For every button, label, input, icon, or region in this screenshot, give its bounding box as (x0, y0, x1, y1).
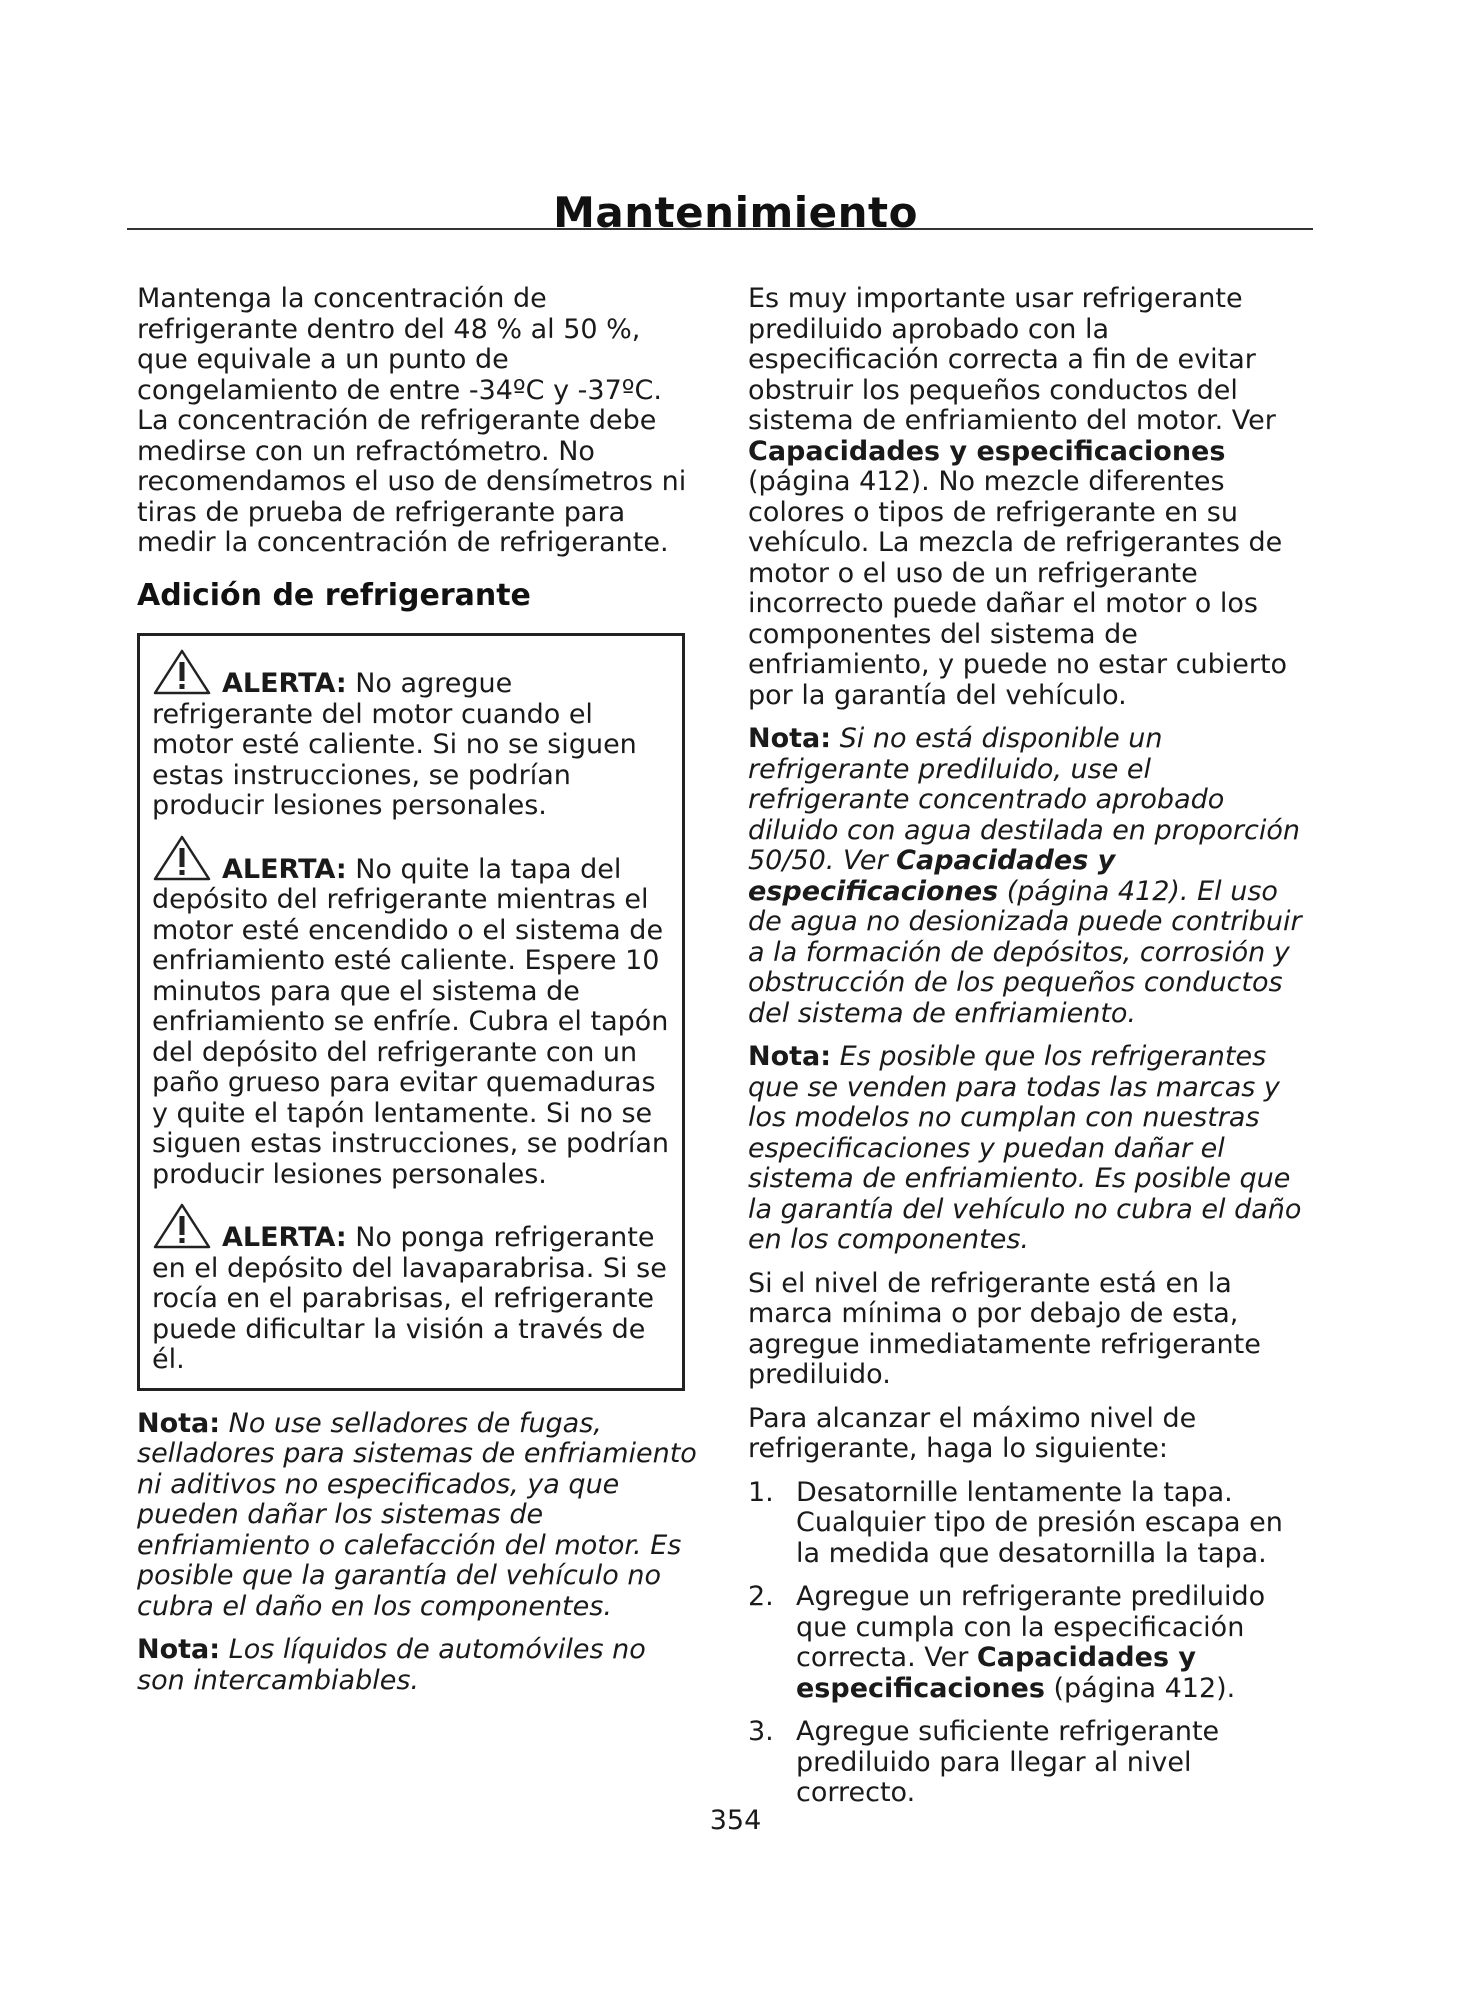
note-label: Nota: (748, 723, 832, 754)
alert-text: No agregue refrigerante del motor cuando el motor esté caliente. Si no se siguen estas instrucciones, se podrían producir lesiones personales. (152, 668, 637, 821)
note-label: Nota: (748, 1041, 832, 1072)
level-paragraph: Si el nivel de refrigerante está en la marca mínima o por debajo de esta, agregue inmediatamente refrigerante prediluido. (748, 1267, 1261, 1390)
warning-triangle-icon (152, 648, 212, 696)
alert-label: ALERTA: (222, 668, 347, 699)
left-column (137, 284, 697, 1709)
cross-reference-link[interactable]: Capacidades y especificaciones (796, 1642, 1197, 1704)
alert-text: No ponga refrigerante en el depósito del lavaparabrisa. Si se rocía en el parabrisas, el refrigerante puede dificultar la visión a través de él. (152, 1222, 667, 1375)
page-number: 354 (709, 1805, 762, 1836)
note-text: Si no está disponible un refrigerante prediluido, use el refrigerante concentrado aprobado diluido con agua destilada en proporción 50/50. Ver (748, 723, 1300, 876)
cross-reference-link[interactable]: Capacidades y especificaciones (748, 845, 1116, 907)
warning-triangle-icon (152, 834, 212, 882)
alert-item (152, 1202, 670, 1376)
right-column (748, 284, 1308, 1822)
step-text: Agregue suficiente refrigerante prediluido para llegar al nivel correcto. (796, 1716, 1220, 1808)
paragraph-text: Es muy importante usar refrigerante prediluido aprobado con la especificación correcta a fin de evitar obstruir los pequeños conductos del sistema de enfriamiento del motor. Ver (748, 283, 1276, 436)
title-divider (127, 228, 1313, 230)
list-item (748, 1582, 1308, 1704)
alert-text: No quite la tapa del depósito del refrigerante mientras el motor esté encendido o el sistema de enfriamiento esté caliente. Espere 10 minutos para que el sistema de enfriamiento se enfríe. Cubra el tapón del depósito del refrigerante con un paño grueso para evitar quemaduras y quite el tapón lentamente. Si no se siguen estas instrucciones, se podrían producir lesiones personales. (152, 853, 670, 1190)
step-number: 2. (748, 1581, 774, 1612)
intro-paragraph: Mantenga la concentración de refrigerante dentro del 48 % al 50 %, que equivale a un punto de congelamiento de entre -34ºC y -37ºC. La concentración de refrigerante debe medirse con un refractómetro. No recomendamos el uso de densímetros ni tiras de prueba de refrigerante para medir la concentración de refrigerante. (137, 283, 687, 558)
page-title: Mantenimiento (553, 188, 918, 238)
cross-reference-link[interactable]: Capacidades y especificaciones (748, 435, 1226, 467)
alert-box (137, 633, 685, 1391)
section-heading: Adición de refrigerante (137, 577, 531, 613)
note-paragraph (137, 1409, 697, 1623)
note-label: Nota: (137, 1407, 221, 1439)
step-text: Agregue un refrigerante prediluido que cumpla con la especificación correcta. Ver (796, 1581, 1266, 1673)
note-text: Los líquidos de automóviles no son intercambiables. (137, 1634, 646, 1696)
list-item (748, 1717, 1308, 1809)
alert-item (152, 648, 670, 822)
note-text: No use selladores de fugas, selladores para sistemas de enfriamiento ni aditivos no especificados, ya que pueden dañar los sistemas de enfriamiento o calefacción del motor. Es posible que la garantía del vehículo no cubra el daño en los componentes. (137, 1407, 697, 1622)
coolant-paragraph (748, 284, 1308, 711)
alert-item (152, 834, 670, 1191)
note-paragraph (748, 1042, 1308, 1256)
note-text: Es posible que los refrigerantes que se venden para todas las marcas y los modelos no cumplan con nuestras especificaciones y puedan dañar el sistema de enfriamiento. Es posible que la garantía del vehículo no cubra el daño en los componentes. (748, 1041, 1302, 1255)
alert-label: ALERTA: (222, 853, 347, 885)
list-item (748, 1478, 1308, 1570)
note-paragraph (137, 1635, 697, 1696)
step-text: (página 412). (1044, 1672, 1236, 1704)
paragraph-text: (página 412). No mezcle diferentes colores o tipos de refrigerante en su vehículo. La mezcla de refrigerantes de motor o el uso de un refrigerante incorrecto puede dañar el motor o los componentes del sistema de enfriamiento, y puede no estar cubierto por la garantía del vehículo. (748, 466, 1288, 711)
note-text: (página 412). El uso de agua no desionizada puede contribuir a la formación de depósitos, corrosión y obstrucción de los pequeños conductos del sistema de enfriamiento. (748, 875, 1302, 1029)
procedure-steps (748, 1478, 1308, 1809)
step-number: 1. (748, 1476, 774, 1508)
warning-triangle-icon (152, 1202, 212, 1250)
step-number: 3. (748, 1716, 774, 1747)
alert-label: ALERTA: (222, 1222, 347, 1253)
note-paragraph (748, 724, 1308, 1029)
procedure-intro: Para alcanzar el máximo nivel de refrigerante, haga lo siguiente: (748, 1402, 1197, 1464)
note-label: Nota: (137, 1634, 221, 1665)
step-text: Desatornille lentamente la tapa. Cualquier tipo de presión escapa en la medida que desatornilla la tapa. (796, 1476, 1283, 1569)
